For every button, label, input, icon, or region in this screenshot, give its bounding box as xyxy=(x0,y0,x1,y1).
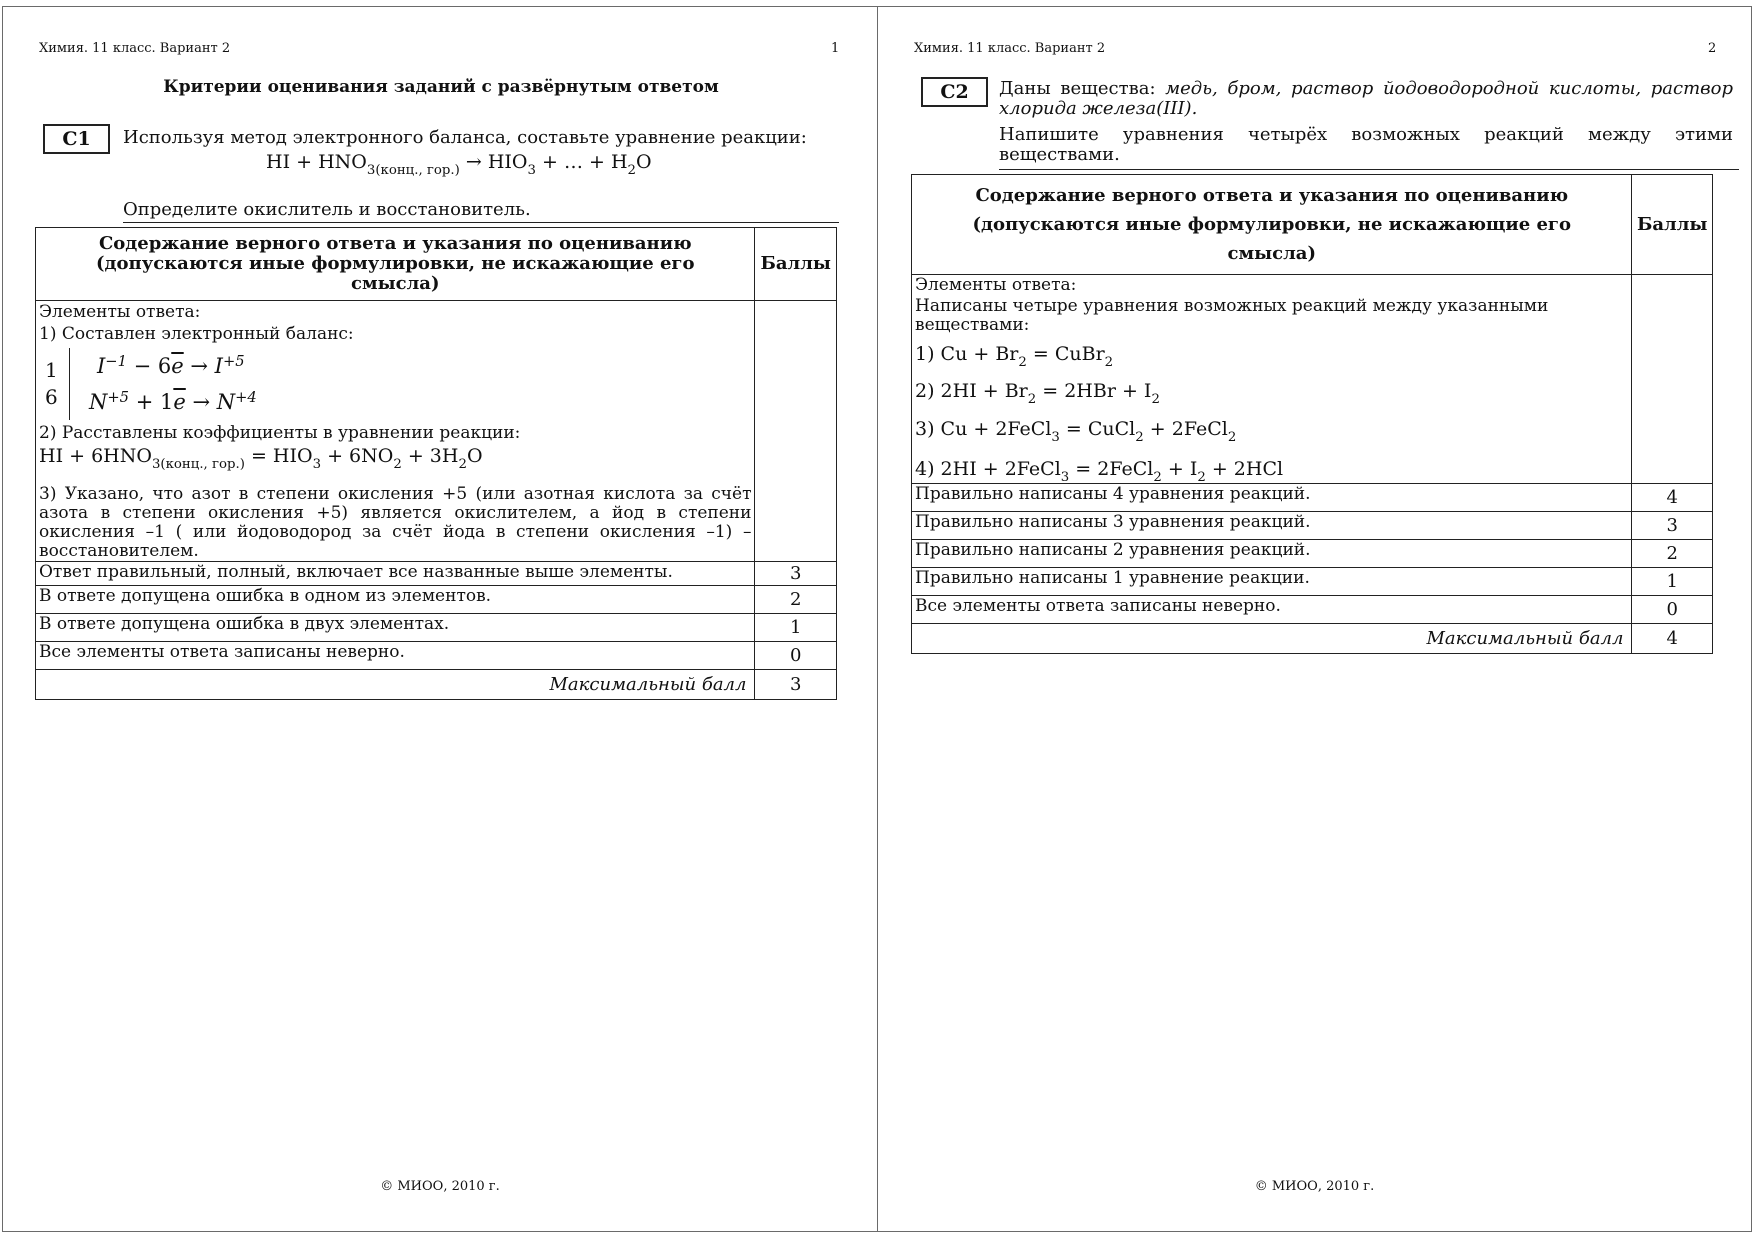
max-score-value: 3 xyxy=(755,670,837,700)
balance-divider xyxy=(69,348,70,420)
row-score: 0 xyxy=(1632,596,1713,624)
answer-elements-row xyxy=(912,275,1713,484)
balance-equation-1: $I^{-1} - 6\overline{e} \to I^{+5}$ xyxy=(97,353,245,378)
answer-elements-row xyxy=(36,301,837,562)
balance-equation-2: $N^{+5} + 1\overline{e} \to N^{+4}$ xyxy=(89,389,257,414)
item-1: 1) Составлен электронный баланс: xyxy=(39,324,354,344)
row-text: Ответ правильный, полный, включает все названные выше элементы. xyxy=(36,562,755,586)
page-1 xyxy=(2,6,878,1232)
elements-label: Элементы ответа: xyxy=(39,302,201,322)
answer-elements-cell xyxy=(36,301,755,562)
answer-elements-cell xyxy=(912,275,1632,484)
table-header-row xyxy=(912,175,1713,275)
row-text: В ответе допущена ошибка в одном из элементов. xyxy=(36,586,755,614)
max-score-row xyxy=(912,624,1713,654)
table-row xyxy=(36,642,837,670)
task-text xyxy=(999,79,1733,119)
task-label-c1: С1 xyxy=(43,124,110,154)
row-score: 1 xyxy=(755,614,837,642)
balance-coef-1: 1 xyxy=(45,358,58,382)
row-score: 3 xyxy=(755,562,837,586)
task-text-2: Напишите уравнения четырёх возможных реакций между этими веществами. xyxy=(999,124,1733,165)
row-text: В ответе допущена ошибка в двух элементах. xyxy=(36,614,755,642)
row-score: 2 xyxy=(755,586,837,614)
elements-label: Элементы ответа: xyxy=(915,275,1077,295)
max-score-value: 4 xyxy=(1632,624,1713,654)
task-text-2: Определите окислитель и восстановитель. xyxy=(123,199,531,220)
page-number: 1 xyxy=(831,41,840,56)
task-substances: медь, бром, раствор йодоводородной кислоты, раствор хлорида железа(III). xyxy=(999,78,1733,119)
reaction-3: 3) Cu + 2FeCl$_3$ = CuCl$_2$ + 2FeCl$_2$ xyxy=(915,418,1237,445)
table-row xyxy=(36,562,837,586)
row-text: Правильно написаны 4 уравнения реакций. xyxy=(912,484,1632,512)
row-text: Правильно написаны 2 уравнения реакций. xyxy=(912,540,1632,568)
max-score-label: Максимальный балл xyxy=(36,670,755,700)
page-header-left: Химия. 11 класс. Вариант 2 xyxy=(39,41,231,56)
criteria-table xyxy=(35,227,837,700)
answer-elements-score xyxy=(755,301,837,562)
table-row xyxy=(36,614,837,642)
page-footer: © МИОО, 2010 г. xyxy=(1254,1179,1375,1194)
table-row xyxy=(912,568,1713,596)
page-title: Критерии оценивания заданий с развёрнутым ответом xyxy=(163,77,719,97)
table-header-row xyxy=(36,228,837,301)
header-content: Содержание верного ответа и указания по оцениванию (допускаются иные формулировки, не искажающие его смысла) xyxy=(36,228,755,301)
item-2-equation: HI + $6HNO_{3(конц., гор.)} = HIO_3 + 6NO_2 + 3H_2O$ xyxy=(39,445,483,472)
table-row xyxy=(912,484,1713,512)
header-content: Содержание верного ответа и указания по оцениванию (допускаются иные формулировки, не искажающие его смысла) xyxy=(912,175,1632,275)
reaction-2: 2) $2HI + Br_2 = 2HBr + I_2$ xyxy=(915,380,1160,407)
page-header-left: Химия. 11 класс. Вариант 2 xyxy=(914,41,1106,56)
divider xyxy=(999,169,1739,170)
divider xyxy=(123,222,839,223)
row-text: Все элементы ответа записаны неверно. xyxy=(912,596,1632,624)
reaction-equation-text: HI + $HNO_{3(конц., гор.)} \to HIO_3$ + … + $H_2O$ xyxy=(266,151,652,178)
reaction-1: 1) $Cu + Br_2$ = CuBr$_2$ xyxy=(915,343,1114,370)
table-row xyxy=(912,596,1713,624)
reaction-equation xyxy=(266,151,652,178)
header-score: Баллы xyxy=(755,228,837,301)
reaction-4: 4) 2HI + 2FeCl$_3$ = 2FeCl$_2$ + $I_2 + 2HCl$ xyxy=(915,458,1284,485)
row-text: Все элементы ответа записаны неверно. xyxy=(36,642,755,670)
row-score: 3 xyxy=(1632,512,1713,540)
row-score: 1 xyxy=(1632,568,1713,596)
page-number: 2 xyxy=(1708,41,1717,56)
max-score-row xyxy=(36,670,837,700)
row-text: Правильно написаны 1 уравнение реакции. xyxy=(912,568,1632,596)
task-intro: Даны вещества: xyxy=(999,78,1156,99)
item-3: 3) Указано, что азот в степени окисления +5 (или азотная кислота за счёт азота в степени окисления +5) является окислителем, а йод в степени окисления –1 ( или йодоводород за счёт йода в степени окисления –1) – восстановителем. xyxy=(39,484,752,561)
task-label-c2: С2 xyxy=(921,77,988,107)
max-score-label: Максимальный балл xyxy=(912,624,1632,654)
row-score: 4 xyxy=(1632,484,1713,512)
table-row xyxy=(36,586,837,614)
row-text: Правильно написаны 3 уравнения реакций. xyxy=(912,512,1632,540)
page-footer: © МИОО, 2010 г. xyxy=(380,1179,500,1194)
answer-elements-score xyxy=(1632,275,1713,484)
electron-balance xyxy=(39,348,751,420)
item-2: 2) Расставлены коэффициенты в уравнении реакции: xyxy=(39,423,521,443)
elements-intro: Написаны четыре уравнения возможных реакций между указанными веществами: xyxy=(915,296,1549,335)
row-score: 2 xyxy=(1632,540,1713,568)
task-text: Используя метод электронного баланса, составьте уравнение реакции: xyxy=(123,127,807,148)
row-score: 0 xyxy=(755,642,837,670)
balance-coef-2: 6 xyxy=(45,385,58,409)
criteria-table xyxy=(911,174,1713,654)
page-2 xyxy=(877,6,1752,1232)
table-row xyxy=(912,540,1713,568)
table-row xyxy=(912,512,1713,540)
header-score: Баллы xyxy=(1632,175,1713,275)
